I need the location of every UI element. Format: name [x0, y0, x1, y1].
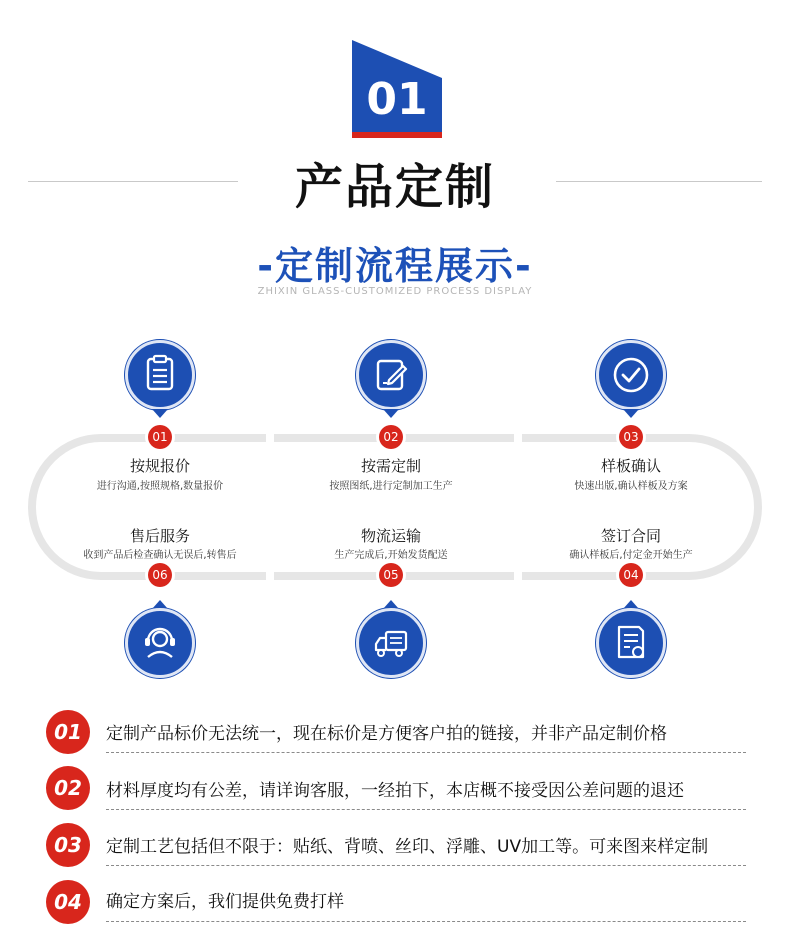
step-number: 01 [148, 425, 172, 449]
step-title: 按需定制 [360, 457, 421, 475]
step-title: 物流运输 [360, 527, 421, 545]
step-number: 06 [148, 563, 172, 587]
step-title: 样板确认 [600, 457, 661, 475]
edit-icon [356, 340, 426, 410]
check-icon [596, 340, 666, 410]
note-number-badge: 03 [46, 823, 90, 867]
headset-icon [125, 608, 195, 678]
pointer-arrow [152, 409, 168, 418]
step-number: 05 [379, 563, 403, 587]
step-number: 04 [619, 563, 643, 587]
truck-icon [356, 608, 426, 678]
step-title: 售后服务 [129, 527, 190, 545]
note-text: 确定方案后，我们提供免费打样 [106, 892, 344, 912]
note-text: 材料厚度均有公差，请详询客服，一经拍下，本店概不接受因公差问题的退还 [106, 781, 684, 801]
note-text: 定制产品标价无法统一，现在标价是方便客户拍的链接，并非产品定制价格 [106, 724, 667, 744]
step-description: 进行沟通,按照规格,数量报价 [96, 481, 224, 492]
page-subtitle: -定制流程展示- [257, 244, 533, 288]
step-description: 确认样板后,付定金开始生产 [569, 550, 693, 561]
track-gap [266, 432, 274, 444]
note-divider [106, 809, 746, 810]
note-divider [106, 865, 746, 866]
step-description: 按照图纸,进行定制加工生产 [329, 481, 453, 492]
step-description: 快速出版,确认样板及方案 [574, 481, 688, 492]
note-text: 定制工艺包括但不限于：贴纸、背喷、丝印、浮雕、UV加工等。可来图来样定制 [106, 837, 709, 857]
note-number-badge: 02 [46, 766, 90, 810]
page-title: 产品定制 [294, 159, 495, 215]
page-subtitle-english: ZHIXIN GLASS-CUSTOMIZED PROCESS DISPLAY [257, 286, 533, 297]
step-title: 签订合同 [600, 527, 661, 545]
track-gap [514, 570, 522, 582]
step-description: 生产完成后,开始发货配送 [334, 550, 448, 561]
clipboard-icon [125, 340, 195, 410]
track-gap [266, 570, 274, 582]
pointer-arrow [383, 409, 399, 418]
note-divider [106, 921, 746, 922]
step-title: 按规报价 [129, 457, 190, 475]
section-number: 01 [366, 74, 428, 125]
contract-icon [596, 608, 666, 678]
pointer-arrow [623, 409, 639, 418]
step-description: 收到产品后检查确认无误后,转售后 [83, 550, 237, 561]
note-divider [106, 752, 746, 753]
note-number-badge: 04 [46, 880, 90, 924]
track-gap [514, 432, 522, 444]
step-number: 02 [379, 425, 403, 449]
step-number: 03 [619, 425, 643, 449]
note-number-badge: 01 [46, 710, 90, 754]
